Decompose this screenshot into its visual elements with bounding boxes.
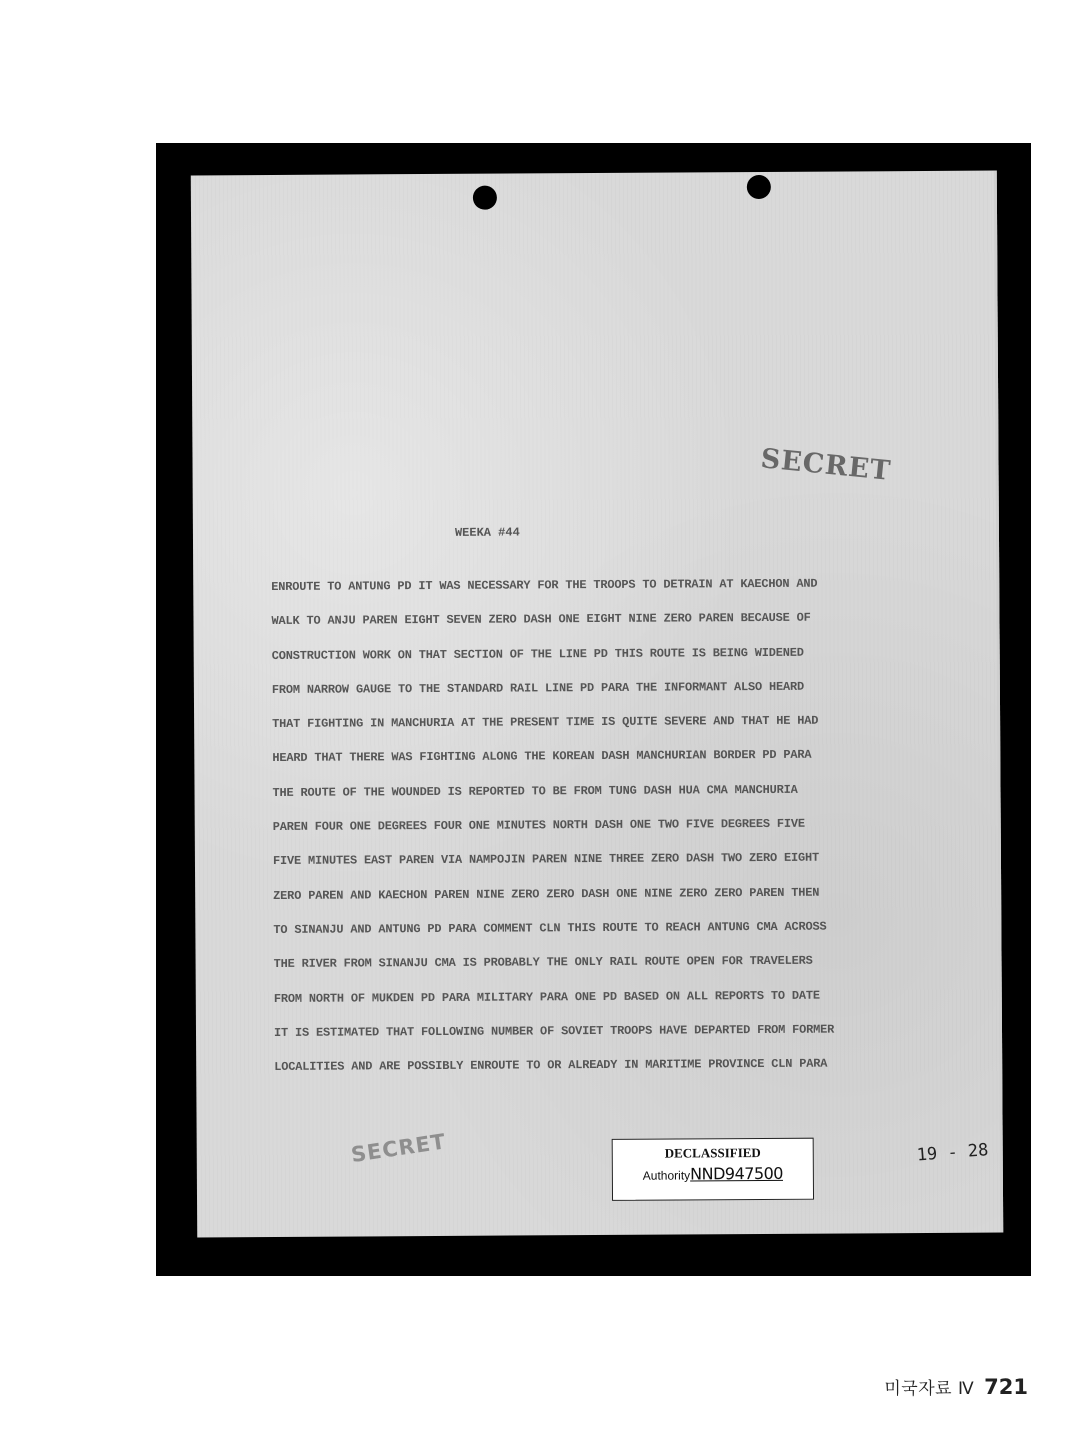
document-line: ZERO PAREN AND KAECHON PAREN NINE ZERO ZERO DASH ONE NINE ZERO ZERO PAREN THEN bbox=[273, 885, 820, 903]
document-page bbox=[191, 171, 1003, 1238]
authority-label: Authority bbox=[642, 1168, 691, 1183]
handwritten-page-reference: 19 - 28 bbox=[916, 1140, 990, 1166]
document-line: THAT FIGHTING IN MANCHURIA AT THE PRESENT TIME IS QUITE SEVERE AND THAT HE HAD bbox=[272, 713, 819, 732]
document-line: THE RIVER FROM SINANJU CMA IS PROBABLY THE ONLY RAIL ROUTE OPEN FOR TRAVELERS bbox=[273, 953, 813, 972]
document-line: IT IS ESTIMATED THAT FOLLOWING NUMBER OF SOVIET TROOPS HAVE DEPARTED FROM FORMER bbox=[273, 1022, 835, 1040]
document-line: WALK TO ANJU PAREN EIGHT SEVEN ZERO DASH ONE EIGHT NINE ZERO PAREN BECAUSE OF bbox=[271, 610, 811, 629]
document-photo-frame bbox=[156, 143, 1031, 1276]
footer-page-number: 721 bbox=[984, 1375, 1028, 1399]
declassified-stamp bbox=[612, 1138, 814, 1201]
authority-number: NND947500 bbox=[690, 1163, 784, 1184]
document-line: TO SINANJU AND ANTUNG PD PARA COMMENT CLN THIS ROUTE TO REACH ANTUNG CMA ACROSS bbox=[273, 919, 827, 937]
document-line: LOCALITIES AND ARE POSSIBLY ENROUTE TO OR ALREADY IN MARITIME PROVINCE CLN PARA bbox=[274, 1056, 828, 1075]
document-line: CONSTRUCTION WORK ON THAT SECTION OF THE LINE PD THIS ROUTE IS BEING WIDENED bbox=[271, 645, 804, 663]
document-heading: WEEKA #44 bbox=[454, 525, 520, 540]
punch-hole-right bbox=[747, 175, 771, 199]
document-line: FIVE MINUTES EAST PAREN VIA NAMPOJIN PAREN NINE THREE ZERO DASH TWO ZERO EIGHT bbox=[272, 851, 820, 869]
document-body bbox=[271, 573, 954, 1092]
secret-stamp-top: SECRET bbox=[759, 443, 893, 487]
document-line: ENROUTE TO ANTUNG PD IT WAS NECESSARY FOR THE TROOPS TO DETRAIN AT KAECHON AND bbox=[271, 576, 818, 594]
declassified-authority bbox=[613, 1164, 813, 1184]
document-line: FROM NARROW GAUGE TO THE STANDARD RAIL LINE PD PARA THE INFORMANT ALSO HEARD bbox=[271, 679, 805, 697]
page-footer bbox=[884, 1374, 1028, 1399]
document-line: PAREN FOUR ONE DEGREES FOUR ONE MINUTES NORTH DASH ONE TWO FIVE DEGREES FIVE bbox=[272, 816, 805, 835]
document-line: THE ROUTE OF THE WOUNDED IS REPORTED TO BE FROM TUNG DASH HUA CMA MANCHURIA bbox=[272, 782, 798, 800]
declassified-title: DECLASSIFIED bbox=[664, 1145, 761, 1161]
document-line: HEARD THAT THERE WAS FIGHTING ALONG THE KOREAN DASH MANCHURIAN BORDER PD PARA bbox=[272, 748, 812, 766]
secret-stamp-bottom: SECRET bbox=[349, 1129, 448, 1168]
punch-hole-left bbox=[473, 186, 497, 210]
footer-label: 미국자료 Ⅳ bbox=[884, 1379, 975, 1399]
document-line: FROM NORTH OF MUKDEN PD PARA MILITARY PARA ONE PD BASED ON ALL REPORTS TO DATE bbox=[273, 988, 820, 1006]
